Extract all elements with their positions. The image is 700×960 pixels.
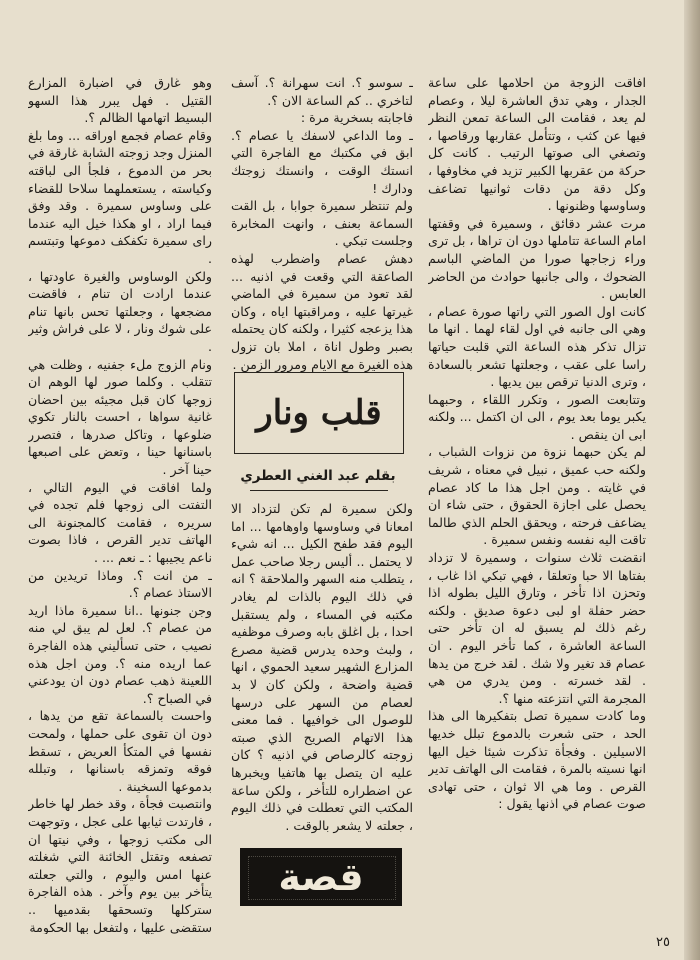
paragraph: ولكن الوساوس والغيرة عاودتها ، عندما ارادت ان تنام ، فاقضت مضجعها ، وجعلتها تحس بانها تنام على شوك ونار ، لا على فراش وثير . — [28, 268, 212, 354]
paragraph: انقضت ثلاث سنوات ، وسميرة لا تزداد بفتاها الا حبا وتعلقا ، فهي تبكي اذا غاب ، وتحزن اذا تأخر ، وتارق الليل بطوله اذا حضر حفلة او لبى دعوة صديق . ولكنه رغم ذلك لم يسبق له ان تأخر حتى الساعة العاشرة ، كما تأخر اليوم . ان عصام قد تغير ولا شك . لقد خرج من يدها . لقد خسرته . ومن يدري من هي المجرمة التي انتزعته منها ؟. — [428, 550, 646, 706]
paragraph: ولكن سميرة لم تكن لتزداد الا امعانا في وساوسها واوهامها ... اما اليوم فقد طفح الكيل ... انه شيء لا يحتمل .. أليس رجلا صاحب عمل ، يتطلب منه السهر والملاحقة ؟ انه في ذلك اليوم بالذات لم يغادر مكتبه في المساء ، ولم يستقبل احدا ، بل اغلق بابه وصرف موظفيه ، ولبث وحده يدرس قضية مصرع المزارع الشهير سعيد الحموي ، انها قضية واضحة ، ولكن كان لا بد لعصام من السهر على درسها للوصول الى خوافيها . فما معنى هذا الاتهام الصريح الذي صبته زوجته كالرصاص في اذنيه ؟ كان عليه ان يتصل بها هاتفيا ويخبرها عن اضطراره للتأخر ، ولكن ساعة المكتب التي تعطلت في ذلك اليوم ، جعلته لا يشعر بالوقت . — [231, 501, 413, 833]
page-number: ٢٥ — [656, 935, 670, 950]
paragraph: ـ من انت ؟. وماذا تريدين من الاستاذ عصام ؟. — [28, 567, 212, 601]
paragraph: دهش عصام واضطرب لهذه الصاعقة التي وقعت في اذنيه ... لقد تعود من سميرة في الماضي غيرتها عليه ، ومراقبتها اياه ، وكان هذا يزعجه كثيرا ، ولكنه كان يحتمله بصبر وطول اناة ، املا بان تزول هذه الغيرة مع الايام ومرور الزمن . — [231, 250, 413, 372]
paragraph: مرت عشر دقائق ، وسميرة في وقفتها امام الساعة تتاملها دون ان تراها ، بل ترى وراء زجاجها صورا من الماضي الباسم الضحوك ، والى جانبها حوادث من الحاضر العابس . — [428, 215, 646, 302]
paragraph: وانتصبت فجأة ، وقد خطر لها خاطر ، فارتدت ثيابها على عجل ، وتوجهت الى مكتب زوجها ، وفي نيتها ان تصفعه وتقتل الخائنة التي شغلته عنها امس واليوم ، والتي جعلته يتأخر بين يوم وآخر . هذه الفاجرة ستركلها وتسحقها بقدميها .. ستقضي عليها ، ولتفعل بها الحكومة — [28, 796, 212, 934]
byline-divider — [250, 490, 388, 491]
article-column-middle-bottom — [231, 500, 413, 840]
paragraph: كانت اول الصور التي راتها صورة عصام ، وهي الى جانبه في اول لقاء لهما . انها ما تزال تذكر هذه الساعة التي قلبت حياتها راسا على عقب ، وجعلتها تشعر بالسعادة ، وترى الدنيا ترقص بين يديها . — [428, 303, 646, 390]
story-logo-text: قصة — [278, 855, 364, 899]
article-title: قلب ونار — [256, 393, 382, 433]
article-column-left — [28, 74, 212, 934]
paragraph: فاجابته بسخرية مرة : — [300, 110, 413, 126]
paragraph: ـ سوسو ؟. انت سهرانة ؟. آسف لتاخري .. كم الساعة الان ؟. — [231, 75, 413, 108]
paragraph: وقام عصام فجمع اوراقه ... وما بلغ المنزل وجد زوجته الشابة غارقة في بحر من الدموع ، فلجأ الى لباقته وكياسته ، يستعملهما سلاحا للقضاء على وساوس سميرة . وقد وفق فيما اراد ، او هكذا خيل اليه عندما راى سميرة تكفكف دموعها وتبتسم . — [28, 127, 212, 266]
page-edge — [684, 0, 700, 960]
article-title-box — [234, 372, 404, 454]
paragraph: واحست بالسماعة تقع من يدها ، دون ان تقوى على حملها ، ولمحت نفسها في المتكأ العريض ، تسقط فوقه وتمزقه باسنانها ، وتبلله بدموعها السخينة . — [28, 708, 212, 794]
paragraph: لم يكن حبهما نزوة من نزوات الشباب ، ولكنه حب عميق ، نبيل في معناه ، شريف في غايته . ومن اجل هذا ما كاد عصام يحصل على اجازة الحقوق ، حتى شاء ان يضاعف فرحته ، ويحقق الحلم الذي طالما تاقت اليه نفسه ونفس سميرة . — [428, 444, 646, 548]
paragraph: وهو غارق في اضبارة المزارع القتيل . فهل يبرر هذا السهو البسيط اتهامها الظالم ؟. — [28, 75, 212, 126]
paragraph: ولم تنتظر سميرة جوابا ، بل القت السماعة بعنف ، وانهت المخابرة وجلست تبكي . — [231, 198, 413, 249]
article-byline: بقلم عبد الغني العطري — [240, 468, 396, 484]
paragraph: ونام الزوج ملء جفنيه ، وظلت هي تتقلب . وكلما صور لها الوهم ان زوجها كان قبل مجيئه بين احضان غانية سواها ، احست بالنار تكوي ضلوعها ، وتاكل صدرها ، فتصرر باسنانها حينا ، وتعض على اصبعها حينا آخر . — [28, 356, 212, 478]
paragraph: وتتابعت الصور ، وتكرر اللقاء ، وحبهما يكبر يوما بعد يوم ، الى ان اكتمل ... ولكنه ابى ان ينقص . — [428, 391, 646, 442]
paragraph: ـ وما الداعي لاسفك يا عصام ؟. ابق في مكتبك مع الفاجرة التي انستك الوقت ، وانستك زوجتك ودارك ! — [231, 127, 413, 196]
article-column-right — [428, 74, 646, 904]
article-column-middle-top — [231, 74, 413, 374]
paragraph: ولما افاقت في اليوم التالي ، التفتت الى زوجها فلم تجده في سريره ، فقامت كالمجنونة الى الهاتف تدير القرص ، فاذا بصوت ناعم يجيبها : ـ نعم ... . — [28, 479, 212, 566]
story-logo — [240, 848, 402, 906]
paragraph: وجن جنونها ..انا سميرة ماذا اريد من عصام ؟. لعل لم يبق لي منه نصيب ، حتى تسأليني هذه الفاجرة عما اريده منه ؟. ومن اجل هذه اللعينة ذهب عصام دون ان يودعني في الصباح ؟. — [28, 602, 212, 706]
paragraph: افاقت الزوجة من احلامها على ساعة الجدار ، وهي تدق العاشرة ليلا ، وعصام لم يعد ، فقامت الى الساعة تمعن النظر فيها عن كثب ، وتتأمل عقاربها ورقاصها ، وتصغي الى صوتها الرتيب . كانت كل حركة من عقربها الكبير تزيد في مخاوفها ، وكل دقة من دقات ثوانيها تضاعف وساوسها وظنونها . — [428, 75, 646, 214]
paragraph: وما كادت سميرة تصل بتفكيرها الى هذا الحد ، حتى شعرت بالدموع تبلل خديها الاسيلين . وفجأة تذكرت شيئا خيل اليها انها نسيته بالمرة ، فقامت الى الهاتف تدير القرص . وما هي الا ثوان ، حتى تهادى صوت عصام في اذنها يقول : — [428, 708, 646, 812]
